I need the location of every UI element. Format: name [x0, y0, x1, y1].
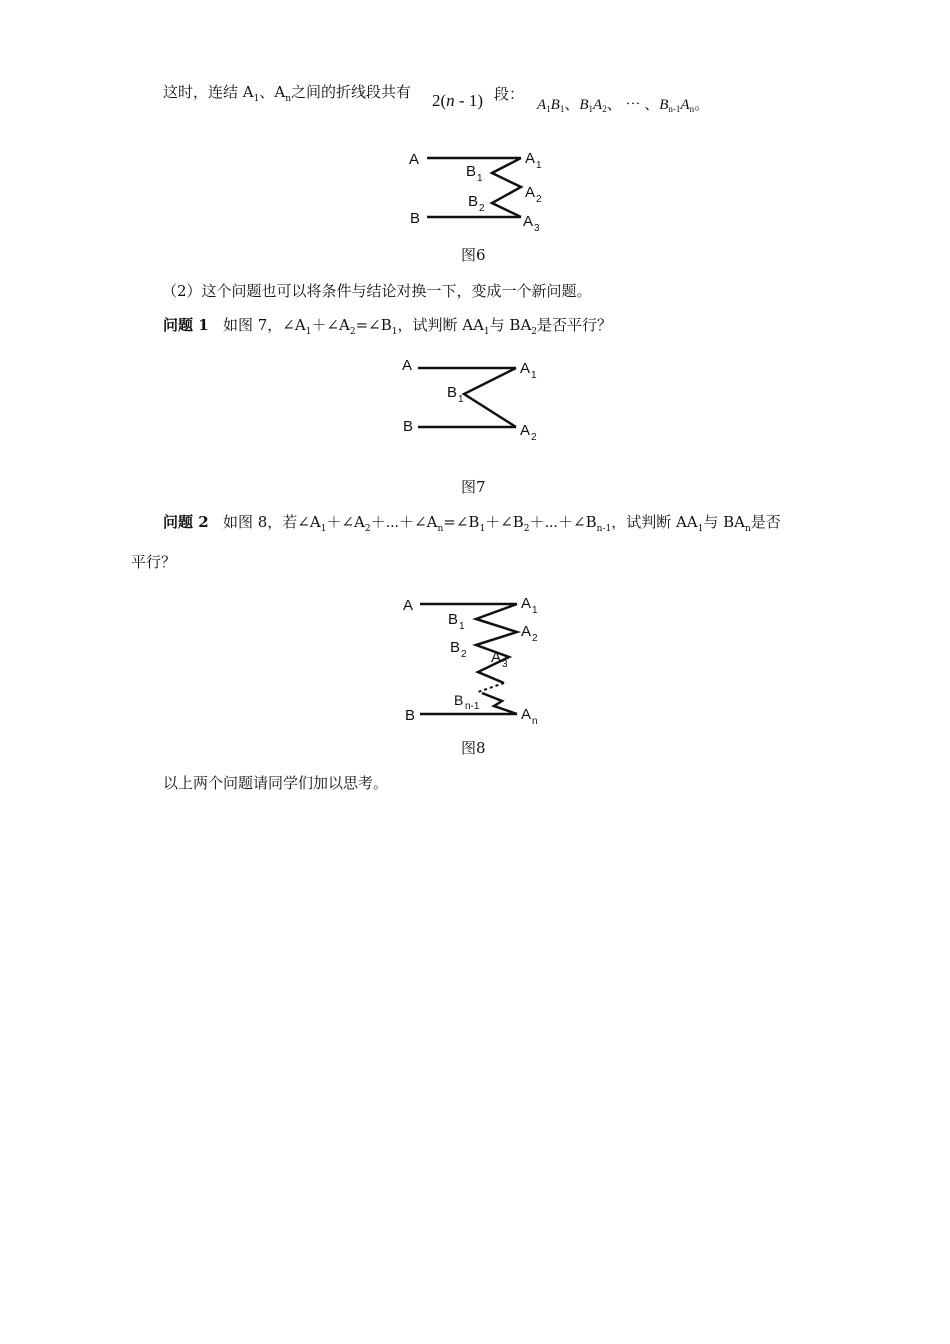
fig8-label-a2: A — [521, 623, 532, 640]
p1-after: 段： — [494, 85, 525, 103]
formula-n: n — [446, 91, 455, 110]
formula-lead: 2( — [432, 91, 447, 110]
seq-a2: A — [593, 97, 603, 113]
q2-t7: ，试判断 AA — [611, 513, 698, 531]
fig8-label-an: A — [521, 706, 532, 723]
q1-t6: 是否平行？ — [537, 316, 613, 334]
fig8-label-b2-sub: 2 — [461, 649, 467, 660]
fig6-label-b2-sub: 2 — [479, 203, 485, 214]
q1-s5: 2 — [531, 327, 538, 337]
seq-an-sub: n — [689, 104, 695, 114]
q2-s1: 1 — [320, 524, 327, 534]
q2-t5: ＋∠B — [485, 513, 524, 531]
seq-a1: A — [537, 97, 547, 113]
fig6-label-a1-sub: 1 — [536, 160, 542, 171]
question-2 — [163, 512, 781, 539]
fig6-label-a: A — [409, 151, 420, 168]
fig6-label-a3: A — [523, 213, 534, 230]
q1-t2: ＋∠A — [311, 316, 350, 334]
fig7-label-a: A — [402, 357, 413, 374]
q2-s3: n — [437, 524, 444, 534]
question-1-label: 问题 1 — [163, 316, 209, 334]
question-2-line2: 平行？ — [131, 553, 177, 571]
fig7-label-b: B — [403, 418, 414, 435]
fig8-label-b: B — [405, 707, 416, 724]
figure-7-diagram — [398, 352, 558, 442]
q2-t1: 如图 8，若∠A — [222, 513, 321, 531]
fig6-label-b1: B — [466, 163, 477, 180]
seq-an: A — [680, 97, 690, 113]
seq-a1-sub: 1 — [546, 104, 551, 114]
p1-sub1: 1 — [253, 94, 260, 104]
q1-s2: 2 — [349, 327, 356, 337]
fig7-label-b1-sub: 1 — [458, 394, 464, 405]
q2-t2: ＋∠A — [326, 513, 365, 531]
fig6-label-a1: A — [525, 150, 536, 167]
fig8-label-an-sub: n — [532, 716, 538, 727]
q2-t4: =∠B — [443, 513, 480, 531]
q1-s3: 1 — [391, 327, 398, 337]
q2-t6: ＋⋯＋∠B — [529, 513, 597, 531]
q1-t5: 与 BA — [489, 316, 532, 334]
fig8-label-a2-sub: 2 — [532, 633, 538, 644]
fig7-label-b1: B — [447, 384, 458, 401]
paragraph-polyline-count — [163, 82, 411, 109]
fig8-label-bn1: B — [454, 692, 464, 708]
fig8-label-a1: A — [521, 595, 532, 612]
fig8-label-a3-sub: 3 — [502, 659, 508, 670]
p1-prefix: 这时，连结 A — [163, 83, 254, 101]
seq-b1-sub: 1 — [559, 104, 565, 114]
fig8-label-bn1-sub: n-1 — [465, 701, 480, 712]
seq-sep1: 、 — [564, 97, 580, 113]
question-1 — [163, 315, 612, 342]
fig7-label-a2-sub: 2 — [531, 432, 537, 442]
figure-7-caption: 图7 — [461, 478, 486, 496]
formula-tail: - 1) — [454, 91, 483, 110]
q2-t8: 与 BA — [703, 513, 745, 531]
figure-6-diagram — [405, 145, 565, 235]
fig7-label-a1: A — [520, 360, 531, 377]
fig6-label-b2: B — [468, 193, 479, 210]
fig6-label-a2: A — [525, 184, 536, 201]
seq-bn1-sub: n-1 — [668, 104, 681, 114]
seq-b1b-sub: 1 — [588, 104, 594, 114]
closing-paragraph: 以上两个问题请同学们加以思考。 — [163, 774, 389, 792]
figure-8-caption: 图8 — [461, 739, 486, 757]
fig8-label-a1-sub: 1 — [532, 605, 538, 616]
paragraph-swap-conditions: （2）这个问题也可以将条件与结论对换一下，变成一个新问题。 — [162, 282, 592, 300]
q1-s1: 1 — [305, 327, 312, 337]
fig7-label-a1-sub: 1 — [531, 370, 537, 381]
segment-count-formula — [432, 91, 483, 111]
fig8-label-b1-sub: 1 — [459, 621, 465, 632]
segment-sequence — [537, 95, 709, 116]
seq-bn1: B — [659, 97, 669, 113]
q1-s4: 1 — [483, 327, 490, 337]
q1-t3: =∠B — [355, 316, 392, 334]
seq-sep2: 、 ⋯ 、 — [606, 97, 660, 113]
fig6-label-a2-sub: 2 — [536, 194, 542, 205]
fig6-label-a3-sub: 3 — [534, 223, 540, 234]
seq-a2-sub: 2 — [602, 104, 607, 114]
seq-end: 。 — [694, 97, 710, 113]
q2-s6: n-1 — [596, 524, 612, 534]
q1-t1: 如图 7，∠A — [222, 316, 306, 334]
q1-t4: ，试判断 AA — [397, 316, 484, 334]
p1-suffix: 之间的折线段共有 — [290, 83, 411, 101]
figure-8-diagram — [400, 593, 560, 728]
p1-mid: 、A — [259, 83, 286, 101]
q2-s8: n — [744, 524, 751, 534]
q2-s5: 2 — [523, 524, 530, 534]
fig8-label-b2: B — [450, 639, 461, 656]
q2-t3: ＋⋯＋∠A — [370, 513, 438, 531]
seq-b1b: B — [579, 97, 589, 113]
question-2-label: 问题 2 — [163, 513, 209, 531]
seq-b1: B — [550, 97, 560, 113]
p1-subn: n — [285, 94, 291, 104]
fig8-label-a: A — [403, 597, 414, 614]
q2-t9: 是否 — [750, 513, 781, 531]
fig7-label-a2: A — [520, 422, 531, 439]
fig6-label-b1-sub: 1 — [477, 173, 483, 184]
fig8-label-a3: A — [491, 649, 502, 666]
figure-6-caption: 图6 — [461, 246, 486, 264]
q2-s4: 1 — [479, 524, 486, 534]
q2-s7: 1 — [697, 524, 704, 534]
q2-s2: 2 — [364, 524, 371, 534]
fig8-label-b1: B — [448, 611, 459, 628]
fig6-label-b: B — [410, 210, 421, 227]
